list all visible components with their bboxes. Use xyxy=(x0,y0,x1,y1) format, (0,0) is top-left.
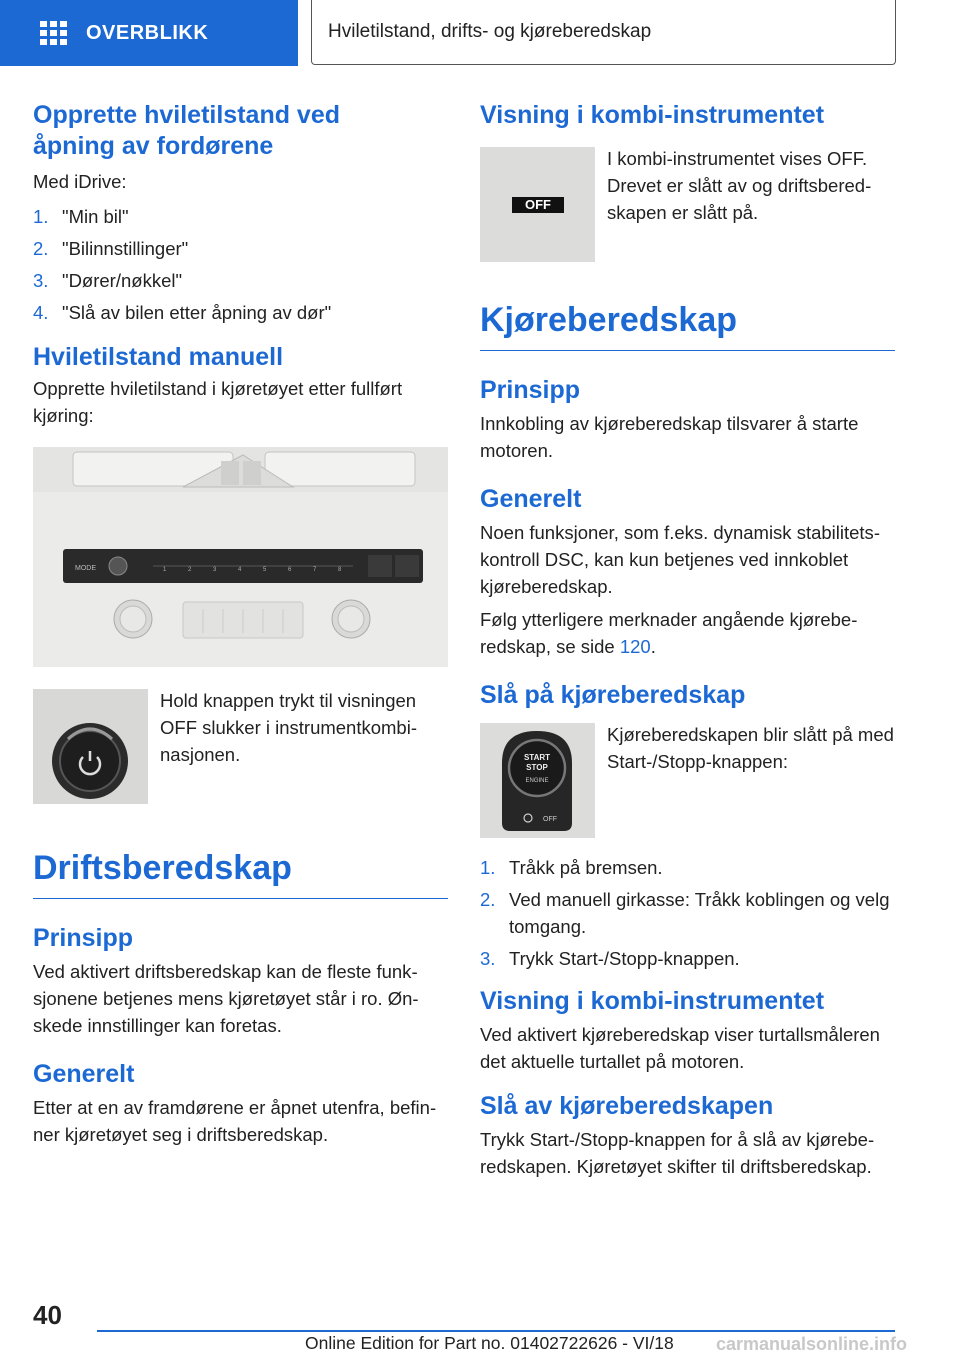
rest-state-manual-text: Opprette hviletilstand i kjøretøyet etter fullført kjøring: xyxy=(33,378,403,426)
chapter-title-box xyxy=(311,0,896,65)
heading-rest-state-manual: Hviletilstand manuell xyxy=(33,343,284,371)
list-item: 1. "Min bil" xyxy=(33,206,129,227)
svg-text:OFF: OFF xyxy=(543,816,557,823)
principle-right-text: Innkobling av kjøreberedskap tilsvarer å starte motoren. xyxy=(480,413,859,461)
svg-text:ENGINE: ENGINE xyxy=(525,778,549,784)
page-link[interactable]: 120 xyxy=(619,636,651,657)
right-column xyxy=(480,100,895,1180)
watermark: carmanualsonline.info xyxy=(716,1334,908,1354)
grid-menu-icon xyxy=(40,21,68,45)
footer-divider xyxy=(97,1330,895,1332)
page-number: 40 xyxy=(33,1300,62,1330)
preset-label: 8 xyxy=(338,567,342,573)
start-button-block xyxy=(480,723,895,838)
preset-label: 6 xyxy=(288,567,292,573)
svg-text:STOP: STOP xyxy=(526,763,548,772)
title-driving-readiness: Kjøreberedskap xyxy=(480,298,895,351)
preset-label: 4 xyxy=(238,567,242,573)
start-stop-button-image xyxy=(480,723,595,838)
radio-panel-image xyxy=(33,447,448,667)
left-column xyxy=(33,100,448,1148)
heading-general-left: Generelt xyxy=(33,1060,135,1088)
idrive-intro: Med iDrive: xyxy=(33,171,127,192)
off-display-block xyxy=(480,147,895,262)
radio-mode-label: MODE xyxy=(75,565,96,572)
power-icon xyxy=(33,689,148,804)
title-operating-readiness: Driftsberedskap xyxy=(33,846,448,899)
power-button-block xyxy=(33,689,448,804)
list-item: 2. Ved manuell girkasse: Tråkk koblingen og velg tomgang. xyxy=(480,889,890,937)
power-knob-image xyxy=(33,689,148,804)
edition-text: Online Edition for Part no. 01402722626 - VI/18 xyxy=(305,1333,674,1353)
off-display-image xyxy=(480,147,595,262)
heading-rest-state-door: Opprette hviletilstand ved åpning av fordørene xyxy=(33,101,341,160)
preset-label: 3 xyxy=(213,567,217,573)
header-section-tab[interactable] xyxy=(0,0,298,66)
list-item: 3. "Dører/nøkkel" xyxy=(33,270,183,291)
svg-text:START: START xyxy=(523,753,551,762)
display-instrument-2-text: Ved aktivert kjøreberedskap viser turtallsmåleren det aktuelle turtallet på motoren. xyxy=(480,1024,880,1072)
heading-switch-on: Slå på kjøreberedskap xyxy=(480,681,746,709)
heading-principle-left: Prinsipp xyxy=(33,924,134,952)
radio-panel-illustration xyxy=(33,447,448,667)
general-right-text: Noen funksjoner, som f.eks. dynamisk stabilitetskontroll DSC, kan kun betjenes ved innkoblet kjøreberedskap. xyxy=(480,522,880,597)
preset-label: 2 xyxy=(188,567,192,573)
off-display-caption: I kombi-instrumentet vises OFF. Drevet er slått av og driftsberedskapen er slått på. xyxy=(607,148,872,223)
chapter-title: Hviletilstand, drifts- og kjøreberedskap xyxy=(328,21,652,42)
list-item: 3. Trykk Start-/Stopp-knappen. xyxy=(480,948,740,969)
power-button-caption: Hold knappen trykt til visningen OFF slukker i instrumentkombinasjonen. xyxy=(160,690,418,765)
heading-display-instrument-2: Visning i kombi-instrumentet xyxy=(480,987,825,1015)
switch-off-text: Trykk Start-/Stopp-knappen for å slå av kjøreberedskapen. Kjøretøyet skifter til driftsberedskap. xyxy=(480,1129,875,1177)
idrive-steps xyxy=(33,203,448,326)
start-stop-icon xyxy=(480,723,595,838)
preset-label: 7 xyxy=(313,567,317,573)
general-left-text: Etter at en av framdørene er åpnet utenfra, befinner kjøretøyet seg i driftsberedskap. xyxy=(33,1097,437,1145)
preset-label: 1 xyxy=(163,567,167,573)
heading-display-instrument: Visning i kombi-instrumentet xyxy=(480,101,825,129)
heading-principle-right: Prinsipp xyxy=(480,376,581,404)
list-item: 1. Tråkk på bremsen. xyxy=(480,857,663,878)
heading-switch-off: Slå av kjøreberedskapen xyxy=(480,1092,774,1120)
section-label: OVERBLIKK xyxy=(86,21,209,44)
start-steps xyxy=(480,854,895,972)
principle-left-text: Ved aktivert driftsberedskap kan de fleste funksjonene betjenes mens kjøretøyet står i ro. Ønskede innstillinger kan foretas. xyxy=(33,961,419,1036)
list-item: 2. "Bilinnstillinger" xyxy=(33,238,189,259)
list-item: 4. "Slå av bilen etter åpning av dør" xyxy=(33,302,332,323)
general-right-note: Følg ytterligere merknader angående kjøreberedskap, se side 120. xyxy=(480,609,858,657)
off-badge: OFF xyxy=(512,197,564,213)
preset-label: 5 xyxy=(263,567,267,573)
heading-general-right: Generelt xyxy=(480,485,582,513)
start-button-caption: Kjøreberedskapen blir slått på med Start-/Stopp-knappen: xyxy=(607,724,894,772)
